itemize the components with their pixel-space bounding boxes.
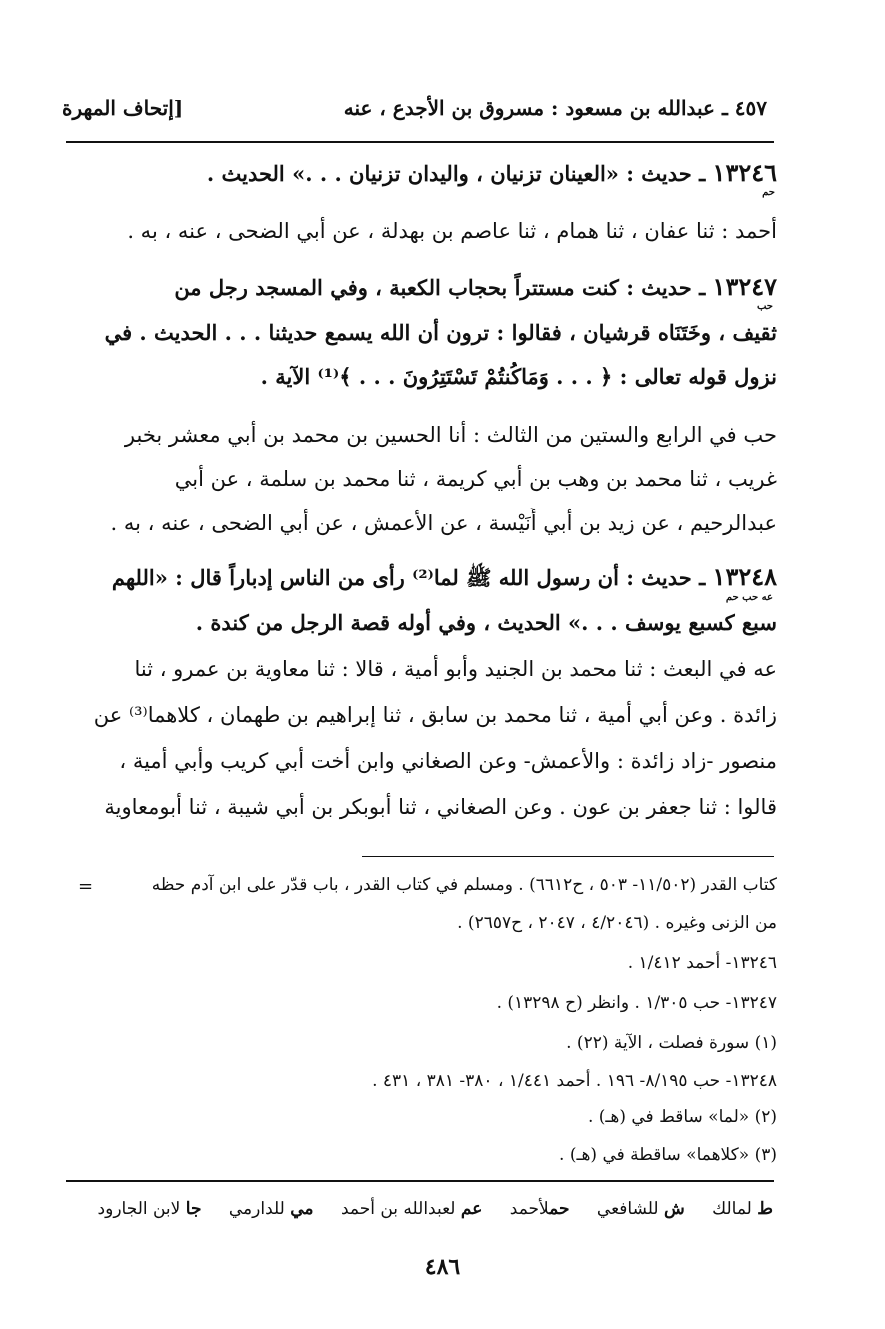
isnad-line: زائدة . وعن أبي أمية ، ثنا محمد بن سابق ، ثنا إبراهيم بن طهمان ، كلاهما⁽³⁾ عن (93, 703, 777, 727)
legend-item: مي للدارمي (228, 1199, 314, 1219)
hadith-text: ـ حديث : أن رسول الله ﷺ لما⁽²⁾ رأى من الناس إدباراً قال : «اللهم (111, 565, 713, 590)
legend-item: عم لعبدالله بن أحمد (340, 1199, 483, 1219)
hadith-text-line: سبع كسبع يوسف . . .» الحديث ، وفي أوله قصة الرجل من كندة . (195, 610, 777, 635)
continuation-marker: = (78, 876, 94, 897)
footnote: ١٣٢٤٨- حب ٨/١٩٥- ١٩٦ . أحمد ١/٤٤١ ، ٣٨٠- ٣٨١ ، ٤٣١ . (372, 1071, 777, 1091)
legend-item: ش للشافعي (596, 1199, 685, 1219)
footnote: من الزنى وغيره . (٤/٢٠٤٦ ، ٢٠٤٧ ، ح٢٦٥٧) . (457, 913, 777, 933)
hadith-number: ١٣٢٤٦ (712, 158, 777, 187)
footnote-rule (362, 856, 774, 857)
hadith-text-line: نزول قوله تعالى : ﴿ . . . وَمَاكُنتُمْ تَسْتَتِرُونَ . . . ﴾⁽¹⁾ الآية . (260, 364, 777, 389)
legend-item: ط لمالك (712, 1199, 773, 1219)
footnote: (٣) «كلاهما» ساقطة في (هـ) . (559, 1145, 777, 1165)
hadith-text: ـ حديث : «العينان تزنيان ، واليدان تزنيان . . .» الحديث . (206, 161, 713, 186)
isnad-line: أحمد : ثنا عفان ، ثنا همام ، ثنا عاصم بن بهدلة ، عن أبي الضحى ، عنه ، به . (127, 219, 777, 243)
page-number: ٤٨٦ (424, 1254, 461, 1280)
hadith-13246-heading (77, 158, 777, 189)
running-header-chapter: ٤٥٧ ـ عبدالله بن مسعود : مسروق بن الأجدع ، عنه (343, 96, 767, 120)
isnad-line: عه في البعث : ثنا محمد بن الجنيد وأبو أمية ، قالا : ثنا معاوية بن عمرو ، ثنا (134, 657, 777, 681)
hadith-13248-heading (77, 562, 777, 593)
hadith-number: ١٣٢٤٨ (712, 562, 777, 591)
isnad-line: حب في الرابع والستين من الثالث : أنا الحسين بن محمد بن أبي معشر بخبر (124, 423, 777, 447)
hadith-number: ١٣٢٤٧ (712, 272, 777, 301)
footnote: ١٣٢٤٧- حب ١/٣٠٥ . وانظر (ح ١٣٢٩٨) . (496, 993, 777, 1013)
hadith-13247-heading (77, 272, 777, 303)
running-header-book: [إتحاف المهرة (62, 96, 184, 120)
isnad-line: قالوا : ثنا جعفر بن عون . وعن الصغاني ، ثنا أبوبكر بن أبي شيبة ، ثنا أبومعاوية (104, 795, 777, 819)
hadith-text-line: ثقيف ، وخَتَنَاه قرشيان ، فقالوا : ترون أن الله يسمع حديثنا . . . الحديث . في (104, 320, 777, 345)
footnote: كتاب القدر (١١/٥٠٢- ٥٠٣ ، ح٦٦١٢) . ومسلم في كتاب القدر ، باب قدّر على ابن آدم حظه (151, 875, 777, 895)
footnote: ١٣٢٤٦- أحمد ١/٤١٢ . (627, 953, 777, 973)
isnad-line: غريب ، ثنا محمد بن وهب بن أبي كريمة ، ثنا محمد بن سلمة ، عن أبي (174, 467, 777, 491)
footnote: (١) سورة فصلت ، الآية (٢٢) . (566, 1033, 777, 1053)
source-siglum: حم (762, 187, 775, 198)
source-sigla: عه حب حم (725, 592, 773, 603)
hadith-text: ـ حديث : كنت مستتراً بحجاب الكعبة ، وفي المسجد رجل من (174, 275, 713, 300)
footnote: (٢) «لما» ساقط في (هـ) . (587, 1107, 777, 1127)
legend-item: حملأحمد (509, 1199, 570, 1219)
legend-item: جا لابن الجارود (97, 1199, 202, 1219)
isnad-line: عبدالرحيم ، عن زيد بن أبي أُنَيْسة ، عن الأعمش ، عن أبي الضحى ، عنه ، به . (110, 511, 777, 535)
legend-rule (66, 1180, 774, 1182)
header-rule (66, 141, 774, 143)
source-siglum: حب (756, 301, 773, 312)
sigla-legend (73, 1196, 773, 1222)
isnad-line: منصور -زاد زائدة : والأعمش- وعن الصغاني وابن أخت أبي كريب وأبي أمية ، (119, 749, 777, 773)
